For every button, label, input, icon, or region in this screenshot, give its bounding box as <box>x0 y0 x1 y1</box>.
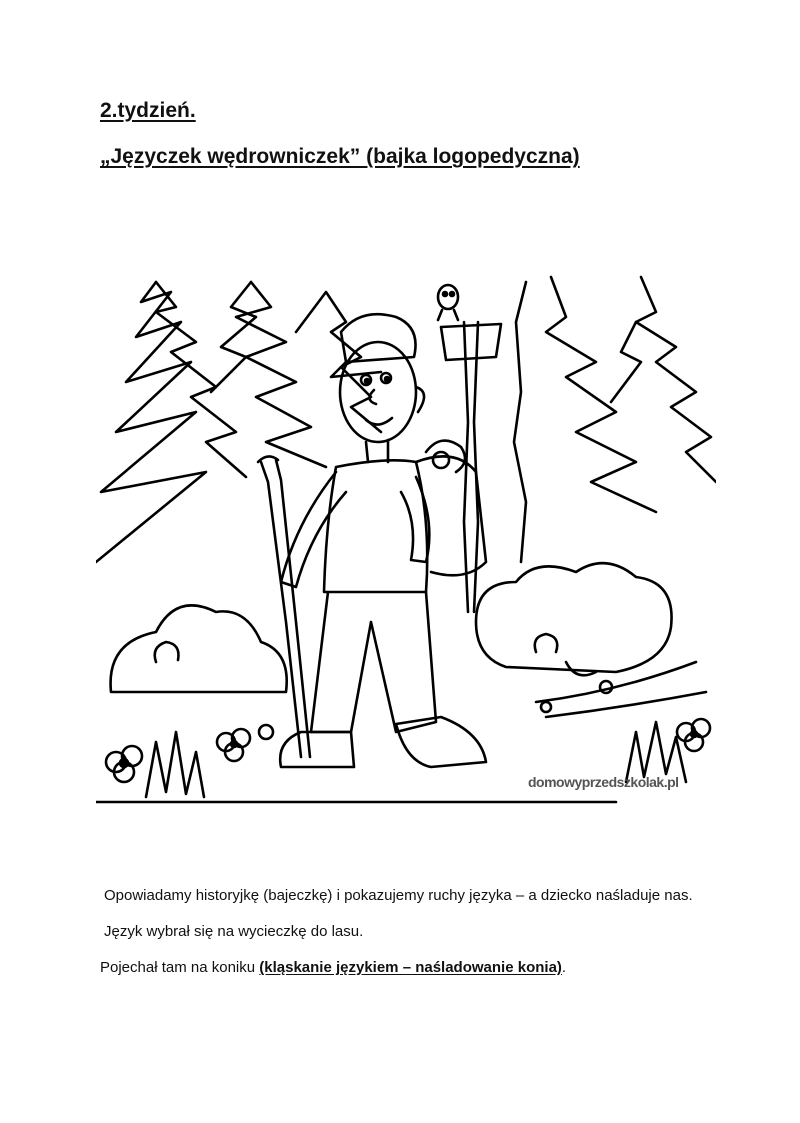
paragraph-intro: Opowiadamy historyjkę (bajeczkę) i pokazujemy ruchy języka – a dziecko naśladuje nas. <box>104 887 693 904</box>
watermark: domowyprzedszkolak.pl <box>528 774 679 790</box>
paragraph-trip: Język wybrał się na wycieczkę do lasu. <box>104 923 364 940</box>
horse-instruction: (kląskanie językiem – naśladowanie konia) <box>259 959 562 976</box>
story-body <box>100 885 700 993</box>
horse-text: Pojechał tam na koniku <box>100 959 260 976</box>
week-heading: 2.tydzień. <box>100 99 196 122</box>
horse-period: . <box>561 959 567 976</box>
story-title: „Języczek wędrowniczek” (bajka logopedyczna) <box>100 145 580 168</box>
hiker-illustration <box>96 262 716 807</box>
paragraph-horse <box>100 957 700 978</box>
